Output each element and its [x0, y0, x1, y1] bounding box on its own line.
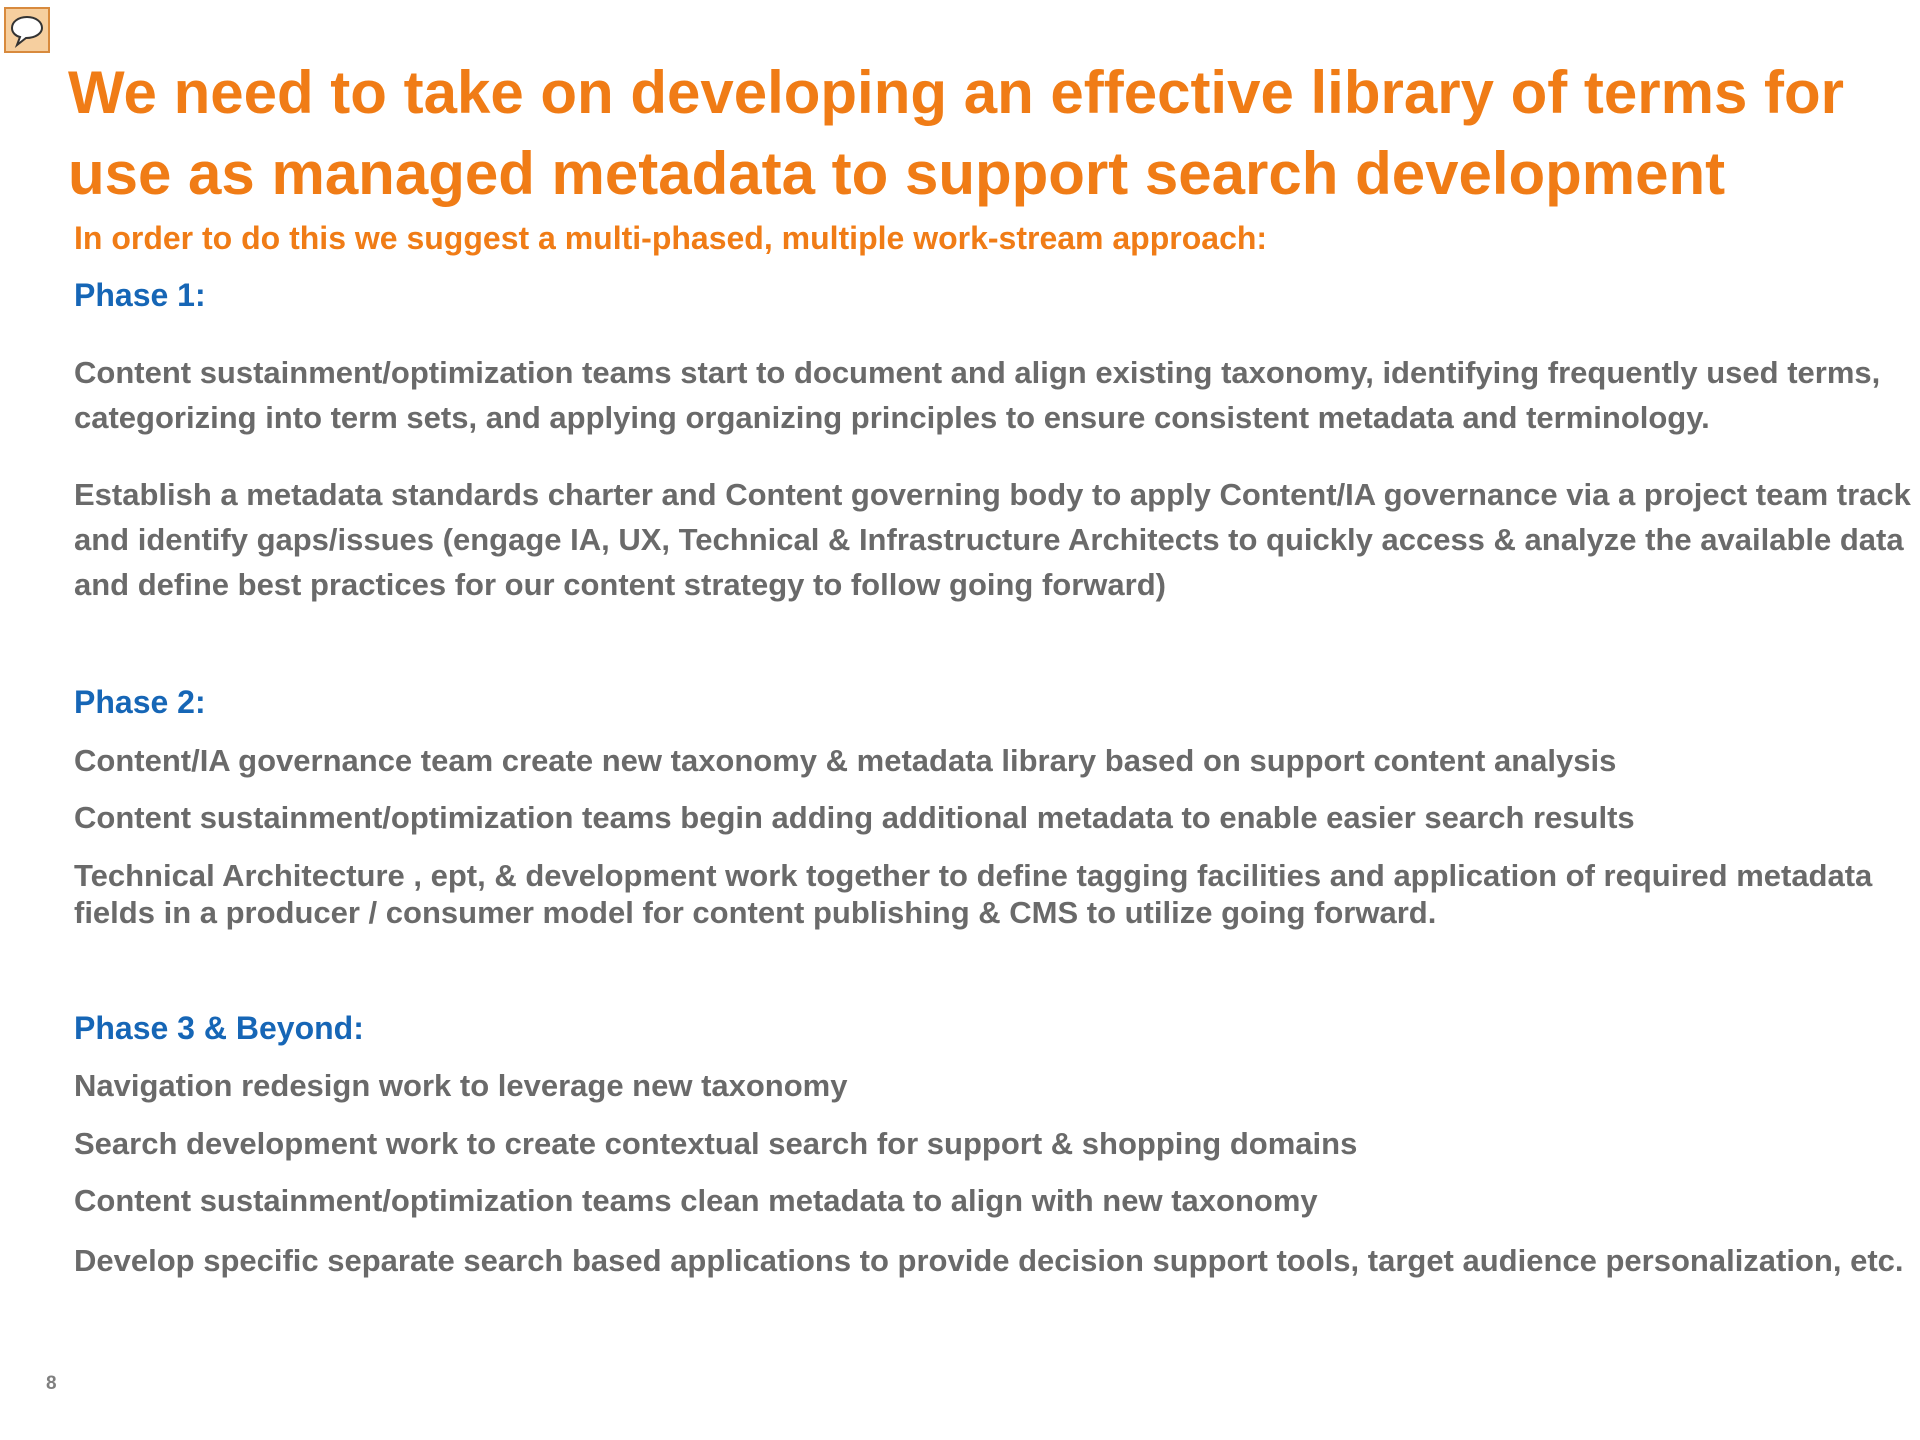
phase-3-item-1: Navigation redesign work to leverage new taxonomy: [74, 1068, 848, 1103]
slide-title: We need to take on developing an effective library of terms for use as managed metadata to support search development: [68, 59, 1844, 207]
phase-2-heading: Phase 2:: [74, 684, 206, 720]
page-number: 8: [46, 1373, 57, 1394]
phase-2-item-3: Technical Architecture , ept, & development work together to define tagging facilities and application of required metadata fields in a producer / consumer model for content publishing & CMS to utilize going forward.: [74, 858, 1873, 930]
phase-3-heading: Phase 3 & Beyond:: [74, 1010, 364, 1046]
phase-1-item-2: Establish a metadata standards charter and Content governing body to apply Content/IA governance via a project team track and identify gaps/issues (engage IA, UX, Technical & Infrastructure Architects to quickly access & analyze the available data and define best practices for our content strategy to follow going forward): [74, 477, 1911, 602]
speech-bubble-icon: [10, 14, 44, 48]
slide-subtitle: In order to do this we suggest a multi-phased, multiple work-stream approach:: [74, 220, 1268, 256]
phase-2-item-1: Content/IA governance team create new taxonomy & metadata library based on support content analysis: [74, 743, 1617, 778]
phase-1-item-1: Content sustainment/optimization teams start to document and align existing taxonomy, identifying frequently used terms, categorizing into term sets, and applying organizing principles to ensure consistent metadata and terminology.: [74, 355, 1881, 435]
phase-1-heading: Phase 1:: [74, 277, 206, 313]
phase-3-item-4: Develop specific separate search based applications to provide decision support tools, target audience personalization, etc.: [74, 1243, 1904, 1278]
phase-2-item-2: Content sustainment/optimization teams begin adding additional metadata to enable easier search results: [74, 800, 1635, 835]
phase-3-item-2: Search development work to create contextual search for support & shopping domains: [74, 1126, 1358, 1161]
phase-3-item-3: Content sustainment/optimization teams clean metadata to align with new taxonomy: [74, 1183, 1318, 1218]
comment-icon[interactable]: [4, 7, 50, 53]
